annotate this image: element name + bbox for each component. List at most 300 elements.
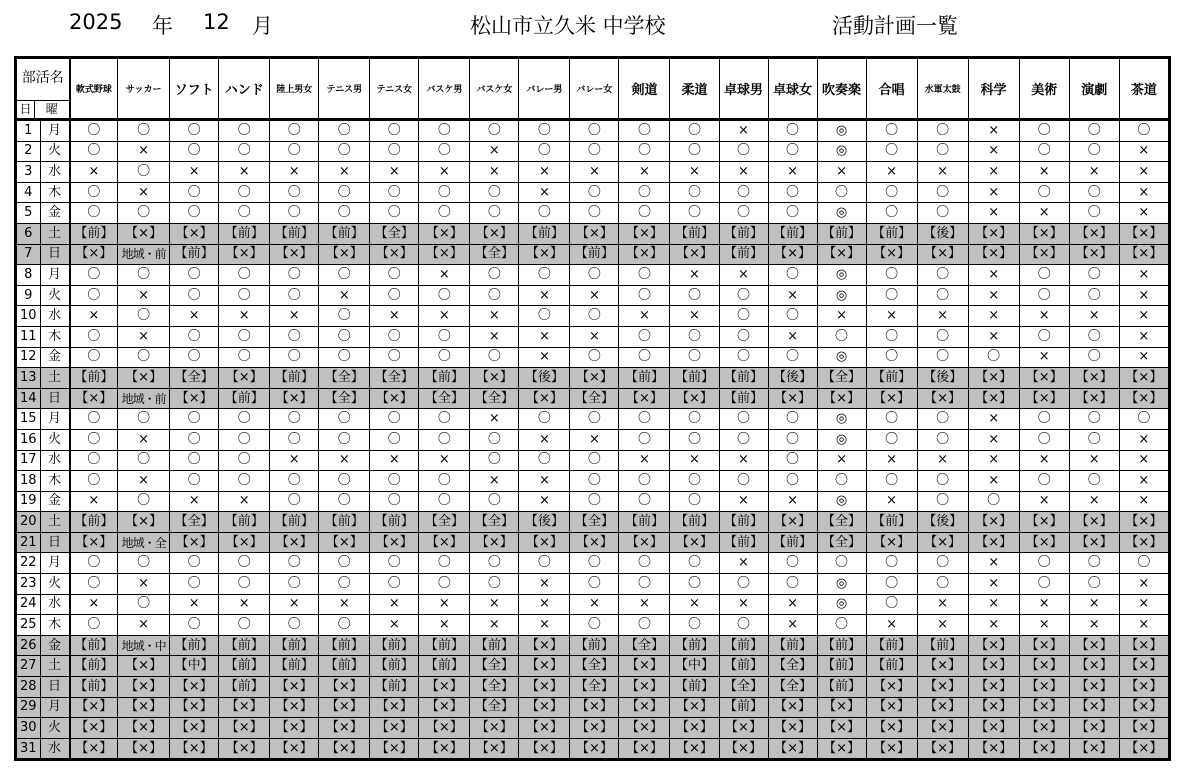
activity-cell: 〇 — [419, 203, 470, 224]
activity-cell: 〇 — [319, 120, 370, 142]
weekday-cell: 火 — [40, 718, 70, 739]
weekday-cell: 月 — [40, 265, 70, 286]
activity-cell: 【×】 — [670, 532, 719, 553]
activity-cell: 〇 — [866, 429, 917, 450]
activity-cell: 【×】 — [319, 532, 370, 553]
activity-cell: × — [1119, 574, 1169, 595]
activity-cell: 【×】 — [1069, 635, 1119, 656]
activity-cell: × — [968, 553, 1019, 574]
activity-cell: 【前】 — [419, 656, 470, 677]
activity-cell: 【前】 — [319, 635, 370, 656]
activity-cell: 〇 — [719, 409, 768, 430]
activity-cell: 【×】 — [219, 244, 270, 265]
table-row — [16, 594, 1170, 615]
weekday-cell: 水 — [40, 306, 70, 327]
activity-cell: 【×】 — [319, 738, 370, 760]
activity-cell: 〇 — [570, 471, 619, 492]
activity-cell: 〇 — [319, 326, 370, 347]
activity-cell: 【×】 — [1019, 738, 1069, 760]
activity-cell: 【前】 — [670, 635, 719, 656]
day-cell: 30 — [16, 718, 41, 739]
activity-cell: × — [1019, 203, 1069, 224]
club-header: 美術 — [1019, 58, 1069, 120]
activity-cell: 【×】 — [619, 738, 670, 760]
table-row — [16, 203, 1170, 224]
activity-cell: 【×】 — [917, 244, 968, 265]
activity-cell: 〇 — [319, 141, 370, 162]
activity-cell: × — [719, 553, 768, 574]
activity-cell: 【×】 — [570, 532, 619, 553]
activity-cell: 【×】 — [70, 532, 118, 553]
activity-cell: 【×】 — [270, 677, 319, 698]
activity-cell: 【前】 — [719, 512, 768, 533]
activity-cell: × — [118, 471, 170, 492]
activity-cell: 【前】 — [419, 635, 470, 656]
weekday-cell: 金 — [40, 347, 70, 368]
activity-cell: 〇 — [118, 553, 170, 574]
table-row — [16, 656, 1170, 677]
activity-cell: 【×】 — [1019, 223, 1069, 244]
activity-cell: 【前】 — [219, 388, 270, 409]
activity-cell: 〇 — [419, 347, 470, 368]
weekday-cell: 木 — [40, 471, 70, 492]
activity-cell: 〇 — [118, 491, 170, 512]
activity-cell: 【×】 — [519, 656, 570, 677]
activity-cell: 【×】 — [519, 738, 570, 760]
activity-cell: 【前】 — [719, 368, 768, 389]
activity-cell: 【×】 — [968, 635, 1019, 656]
activity-cell: × — [1119, 203, 1169, 224]
activity-cell: 【×】 — [118, 677, 170, 698]
day-cell: 5 — [16, 203, 41, 224]
activity-cell: 〇 — [519, 265, 570, 286]
activity-cell: × — [1069, 306, 1119, 327]
activity-cell: × — [419, 594, 470, 615]
day-cell: 9 — [16, 285, 41, 306]
activity-cell: 【後】 — [768, 368, 817, 389]
activity-cell: 【×】 — [866, 697, 917, 718]
activity-cell: 【前】 — [866, 635, 917, 656]
activity-cell: × — [968, 594, 1019, 615]
day-cell: 20 — [16, 512, 41, 533]
activity-cell: × — [1069, 615, 1119, 636]
weekday-cell: 金 — [40, 491, 70, 512]
activity-cell: 【×】 — [1019, 388, 1069, 409]
weekday-cell: 水 — [40, 162, 70, 183]
activity-cell: 〇 — [470, 120, 519, 142]
activity-cell: 【×】 — [170, 388, 219, 409]
day-cell: 18 — [16, 471, 41, 492]
activity-cell: 〇 — [817, 471, 866, 492]
activity-cell: × — [917, 306, 968, 327]
activity-cell: 【×】 — [70, 697, 118, 718]
activity-cell: 〇 — [1069, 326, 1119, 347]
activity-cell: 【前】 — [570, 244, 619, 265]
activity-cell: 〇 — [118, 409, 170, 430]
activity-cell: 〇 — [570, 265, 619, 286]
day-cell: 4 — [16, 182, 41, 203]
activity-cell: 【全】 — [570, 512, 619, 533]
day-cell: 19 — [16, 491, 41, 512]
activity-cell: 〇 — [370, 491, 419, 512]
activity-cell: × — [519, 594, 570, 615]
day-cell: 21 — [16, 532, 41, 553]
activity-cell: 〇 — [768, 574, 817, 595]
activity-cell: × — [866, 162, 917, 183]
club-header: 合唱 — [866, 58, 917, 120]
activity-cell: × — [519, 162, 570, 183]
activity-cell: × — [170, 491, 219, 512]
activity-cell: × — [768, 615, 817, 636]
activity-cell: × — [70, 306, 118, 327]
activity-cell: × — [619, 162, 670, 183]
activity-cell: 〇 — [470, 553, 519, 574]
activity-cell: 【×】 — [670, 738, 719, 760]
activity-cell: 〇 — [118, 120, 170, 142]
activity-cell: 【×】 — [619, 718, 670, 739]
activity-cell: 〇 — [319, 553, 370, 574]
activity-cell: 〇 — [619, 409, 670, 430]
activity-cell: × — [968, 120, 1019, 142]
activity-cell: 【×】 — [968, 738, 1019, 760]
activity-cell: 〇 — [370, 182, 419, 203]
activity-cell: 〇 — [619, 347, 670, 368]
activity-cell: × — [519, 429, 570, 450]
activity-cell: ◎ — [817, 491, 866, 512]
activity-cell: 【×】 — [118, 512, 170, 533]
activity-cell: 〇 — [768, 347, 817, 368]
weekday-cell: 木 — [40, 182, 70, 203]
activity-cell: 【全】 — [419, 512, 470, 533]
activity-cell: 【×】 — [170, 718, 219, 739]
day-cell: 7 — [16, 244, 41, 265]
activity-cell: × — [70, 162, 118, 183]
club-header: 剣道 — [619, 58, 670, 120]
activity-cell: 【×】 — [170, 738, 219, 760]
activity-cell: 〇 — [170, 409, 219, 430]
day-cell: 28 — [16, 677, 41, 698]
activity-cell: 【×】 — [1069, 368, 1119, 389]
day-cell: 24 — [16, 594, 41, 615]
activity-cell: 【前】 — [270, 223, 319, 244]
activity-cell: 〇 — [619, 285, 670, 306]
activity-cell: 【×】 — [1069, 677, 1119, 698]
table-row — [16, 718, 1170, 739]
activity-cell: 〇 — [670, 574, 719, 595]
activity-cell: 【×】 — [768, 388, 817, 409]
activity-cell: 〇 — [470, 450, 519, 471]
activity-cell: × — [968, 471, 1019, 492]
activity-cell: 〇 — [619, 491, 670, 512]
activity-cell: 〇 — [866, 326, 917, 347]
activity-cell: × — [670, 265, 719, 286]
activity-cell: 〇 — [768, 409, 817, 430]
activity-cell: 〇 — [319, 182, 370, 203]
activity-cell: × — [570, 429, 619, 450]
activity-cell: 〇 — [370, 574, 419, 595]
activity-cell: 〇 — [118, 203, 170, 224]
activity-cell: 〇 — [719, 429, 768, 450]
activity-cell: 【前】 — [768, 223, 817, 244]
table-row — [16, 677, 1170, 698]
activity-cell: 〇 — [917, 553, 968, 574]
activity-cell: 【後】 — [519, 368, 570, 389]
activity-cell: 【×】 — [470, 532, 519, 553]
activity-cell: × — [419, 450, 470, 471]
activity-cell: 〇 — [319, 471, 370, 492]
activity-cell: 〇 — [768, 120, 817, 142]
activity-cell: × — [70, 491, 118, 512]
activity-cell: 〇 — [419, 285, 470, 306]
weekday-cell: 火 — [40, 141, 70, 162]
activity-cell: 〇 — [70, 265, 118, 286]
activity-cell: 〇 — [768, 471, 817, 492]
activity-cell: 〇 — [619, 120, 670, 142]
activity-cell: × — [968, 574, 1019, 595]
weekday-cell: 水 — [40, 594, 70, 615]
activity-cell: 〇 — [70, 203, 118, 224]
activity-cell: 【×】 — [1019, 635, 1069, 656]
day-cell: 14 — [16, 388, 41, 409]
day-cell: 11 — [16, 326, 41, 347]
activity-cell: 【×】 — [817, 244, 866, 265]
activity-cell: × — [118, 182, 170, 203]
activity-cell: × — [1119, 347, 1169, 368]
activity-cell: 【×】 — [968, 677, 1019, 698]
activity-cell: 〇 — [1019, 182, 1069, 203]
activity-cell: 【×】 — [619, 388, 670, 409]
weekday-cell: 日 — [40, 388, 70, 409]
activity-cell: × — [1119, 182, 1169, 203]
activity-cell: × — [570, 285, 619, 306]
activity-cell: 〇 — [670, 120, 719, 142]
activity-cell: × — [670, 306, 719, 327]
activity-cell: 〇 — [619, 141, 670, 162]
activity-cell: 〇 — [319, 203, 370, 224]
activity-cell: 〇 — [570, 574, 619, 595]
activity-cell: 〇 — [519, 203, 570, 224]
activity-cell: 〇 — [118, 162, 170, 183]
activity-cell: 【×】 — [1119, 368, 1169, 389]
activity-cell: 【全】 — [570, 388, 619, 409]
table-row — [16, 223, 1170, 244]
activity-cell: × — [968, 203, 1019, 224]
table-row — [16, 553, 1170, 574]
activity-cell: 【×】 — [570, 368, 619, 389]
activity-cell: 【×】 — [370, 718, 419, 739]
activity-cell: 〇 — [570, 491, 619, 512]
day-cell: 29 — [16, 697, 41, 718]
club-header: テニス女 — [370, 58, 419, 120]
activity-cell: 〇 — [670, 491, 719, 512]
activity-cell: 〇 — [219, 285, 270, 306]
weekday-cell: 水 — [40, 738, 70, 760]
activity-cell: 【×】 — [1069, 697, 1119, 718]
day-cell: 10 — [16, 306, 41, 327]
activity-cell: 〇 — [470, 429, 519, 450]
activity-cell: 〇 — [270, 574, 319, 595]
activity-cell: 〇 — [319, 429, 370, 450]
activity-cell: 〇 — [670, 141, 719, 162]
activity-cell: × — [1019, 594, 1069, 615]
activity-cell: 【×】 — [917, 532, 968, 553]
activity-cell: 【前】 — [619, 368, 670, 389]
activity-cell: 〇 — [170, 615, 219, 636]
activity-cell: 【前】 — [219, 223, 270, 244]
activity-cell: 【×】 — [118, 697, 170, 718]
table-row — [16, 697, 1170, 718]
activity-cell: × — [968, 162, 1019, 183]
activity-cell: × — [1119, 285, 1169, 306]
activity-cell: 【×】 — [670, 718, 719, 739]
activity-cell: 【×】 — [1019, 368, 1069, 389]
activity-cell: 【前】 — [519, 223, 570, 244]
activity-cell: 【×】 — [270, 738, 319, 760]
activity-cell: 【全】 — [817, 368, 866, 389]
header-year: 2025 — [69, 10, 123, 34]
activity-cell: × — [270, 162, 319, 183]
header-school-name: 松山市立久米 中学校 — [470, 14, 666, 38]
activity-cell: 【×】 — [170, 532, 219, 553]
activity-cell: 【×】 — [219, 738, 270, 760]
activity-cell: 〇 — [519, 409, 570, 430]
weekday-cell: 火 — [40, 574, 70, 595]
activity-cell: × — [118, 141, 170, 162]
activity-cell: 【×】 — [1119, 223, 1169, 244]
activity-cell: × — [570, 326, 619, 347]
activity-cell: 〇 — [670, 615, 719, 636]
activity-cell: 〇 — [170, 182, 219, 203]
activity-cell: × — [270, 594, 319, 615]
activity-cell: 【全】 — [719, 677, 768, 698]
activity-cell: 〇 — [70, 120, 118, 142]
table-row — [16, 244, 1170, 265]
activity-cell: 〇 — [768, 182, 817, 203]
activity-cell: 【×】 — [118, 223, 170, 244]
activity-cell: × — [370, 162, 419, 183]
activity-cell: 〇 — [1069, 182, 1119, 203]
activity-cell: 〇 — [1019, 409, 1069, 430]
activity-cell: 【前】 — [719, 244, 768, 265]
day-cell: 31 — [16, 738, 41, 760]
activity-cell: × — [768, 285, 817, 306]
activity-cell: 〇 — [118, 347, 170, 368]
activity-cell: 〇 — [670, 409, 719, 430]
activity-cell: 〇 — [917, 347, 968, 368]
activity-cell: 〇 — [1019, 120, 1069, 142]
activity-cell: 【前】 — [319, 656, 370, 677]
activity-cell: 〇 — [370, 471, 419, 492]
activity-cell: 〇 — [1069, 429, 1119, 450]
activity-cell: 〇 — [917, 203, 968, 224]
activity-cell: 〇 — [270, 182, 319, 203]
activity-cell: 〇 — [319, 409, 370, 430]
activity-cell: 〇 — [118, 450, 170, 471]
activity-cell: × — [570, 594, 619, 615]
activity-cell: × — [370, 594, 419, 615]
activity-cell: 【×】 — [1119, 244, 1169, 265]
activity-cell: 〇 — [118, 594, 170, 615]
activity-cell: 【×】 — [968, 697, 1019, 718]
activity-cell: 〇 — [866, 141, 917, 162]
activity-cell: 〇 — [319, 491, 370, 512]
activity-cell: 【×】 — [470, 738, 519, 760]
activity-cell: 〇 — [519, 120, 570, 142]
activity-cell: 〇 — [1019, 429, 1069, 450]
activity-cell: 〇 — [719, 574, 768, 595]
activity-cell: 〇 — [270, 285, 319, 306]
activity-cell: × — [519, 347, 570, 368]
weekday-cell: 木 — [40, 615, 70, 636]
activity-cell: × — [319, 594, 370, 615]
activity-cell: 〇 — [270, 265, 319, 286]
activity-cell: × — [1019, 615, 1069, 636]
activity-cell: 〇 — [270, 615, 319, 636]
activity-cell: 〇 — [219, 471, 270, 492]
header-month: 12 — [203, 10, 230, 34]
activity-cell: 〇 — [917, 429, 968, 450]
activity-cell: 〇 — [170, 450, 219, 471]
activity-cell: × — [470, 409, 519, 430]
activity-cell: × — [670, 450, 719, 471]
activity-cell: 【×】 — [719, 738, 768, 760]
activity-cell: 〇 — [370, 429, 419, 450]
activity-cell: 【×】 — [670, 697, 719, 718]
activity-cell: × — [1119, 450, 1169, 471]
day-cell: 13 — [16, 368, 41, 389]
day-cell: 27 — [16, 656, 41, 677]
day-cell: 15 — [16, 409, 41, 430]
table-row — [16, 574, 1170, 595]
activity-cell: 【前】 — [319, 223, 370, 244]
activity-cell: ◎ — [817, 203, 866, 224]
activity-cell: × — [968, 182, 1019, 203]
activity-cell: 【後】 — [917, 223, 968, 244]
activity-cell: × — [817, 306, 866, 327]
activity-cell: 〇 — [370, 120, 419, 142]
activity-cell: 【後】 — [519, 512, 570, 533]
activity-cell: × — [519, 615, 570, 636]
activity-cell: 【後】 — [917, 512, 968, 533]
activity-cell: 【×】 — [968, 532, 1019, 553]
club-header: 演劇 — [1069, 58, 1119, 120]
activity-cell: × — [670, 594, 719, 615]
table-row — [16, 326, 1170, 347]
activity-cell: 【前】 — [866, 368, 917, 389]
activity-cell: 〇 — [768, 450, 817, 471]
activity-cell: 〇 — [70, 409, 118, 430]
activity-cell: × — [917, 162, 968, 183]
day-cell: 8 — [16, 265, 41, 286]
activity-cell: 【×】 — [866, 718, 917, 739]
activity-cell: 〇 — [270, 409, 319, 430]
activity-cell: 〇 — [1019, 574, 1069, 595]
activity-cell: 〇 — [1069, 141, 1119, 162]
weekday-cell: 月 — [40, 120, 70, 142]
table-row — [16, 635, 1170, 656]
activity-cell: 〇 — [917, 182, 968, 203]
activity-cell: 【×】 — [1019, 512, 1069, 533]
activity-cell: 〇 — [1019, 326, 1069, 347]
activity-cell: 【×】 — [917, 718, 968, 739]
activity-cell: 〇 — [719, 615, 768, 636]
activity-cell: 【×】 — [1119, 718, 1169, 739]
activity-cell: 〇 — [866, 203, 917, 224]
activity-cell: 〇 — [419, 574, 470, 595]
activity-cell: 【×】 — [519, 388, 570, 409]
table-row — [16, 306, 1170, 327]
activity-cell: 〇 — [419, 429, 470, 450]
